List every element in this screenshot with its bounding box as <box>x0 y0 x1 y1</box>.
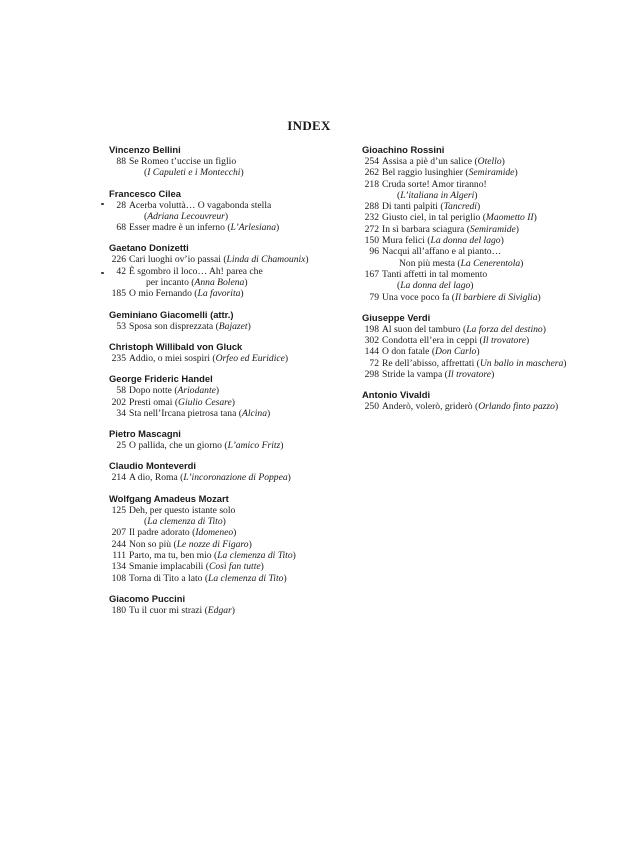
entry-line: 250 Anderò, volerò, griderò (Orlando finto pazzo) <box>362 401 602 412</box>
opera-title: L’incoronazione di Poppea <box>183 472 288 484</box>
composer-group <box>109 144 359 179</box>
composer-name: Gaetano Donizetti <box>109 242 189 254</box>
composer-name: Geminiano Giacomelli (attr.) <box>109 308 234 320</box>
page-number: 302 <box>364 335 379 347</box>
page-number: 262 <box>364 167 379 179</box>
aria-title: In sì barbara sciagura <box>382 223 467 235</box>
entry-line: per incanto (Anna Bolena) <box>146 277 248 289</box>
entry-line: 202 Presti omai (Giulio Cesare) <box>109 397 359 408</box>
composer-name: Antonio Vivaldi <box>362 389 431 401</box>
index-entry <box>109 385 359 396</box>
entry-line: 53 Sposa son disprezzata (Bajazet) <box>109 321 359 332</box>
composer-name: Christoph Willibald von Gluck <box>109 340 243 352</box>
index-entry <box>362 358 602 369</box>
index-entry <box>109 397 359 408</box>
page-number: 180 <box>111 604 126 616</box>
page-number: 288 <box>364 201 379 213</box>
composer-group <box>362 389 602 412</box>
page-number: 144 <box>364 346 379 358</box>
page-number: 28 <box>116 199 126 211</box>
composer-group <box>109 460 359 483</box>
index-entry <box>109 573 359 584</box>
composer-group <box>109 242 359 299</box>
opera-title: Don Carlo <box>435 346 477 358</box>
entry-line: Non più mesta (La Cenerentola) <box>399 257 524 269</box>
opera-title: La donna del lago <box>400 280 471 292</box>
opera-title: La donna del lago <box>430 235 501 247</box>
index-entry <box>362 201 602 212</box>
page-number: 111 <box>112 549 126 561</box>
composer-group <box>109 373 359 419</box>
index-entry <box>109 561 359 572</box>
entry-line: 232 Giusto ciel, in tal periglio (Maometto II) <box>362 212 602 223</box>
composer-group <box>109 593 359 616</box>
composer-group <box>109 188 359 234</box>
entry-line: 144 O don fatale (Don Carlo) <box>362 346 602 357</box>
entry-line: (La clemenza di Tito) <box>144 516 226 528</box>
composer-group <box>362 312 602 380</box>
page-number: 235 <box>111 352 126 364</box>
entry-line: 214 A dio, Roma (L’incoronazione di Poppea) <box>109 472 359 483</box>
entry-line: 111 Parto, ma tu, ben mio (La clemenza di Tito) <box>109 550 359 561</box>
entry-line: 302 Condotta ell’era in ceppi (Il trovatore) <box>362 335 602 346</box>
page-number: 42 <box>116 265 126 277</box>
index-entry <box>362 292 602 303</box>
entry-line <box>109 156 359 167</box>
page-number: 150 <box>364 235 379 247</box>
opera-title: Idomeneo <box>195 527 234 539</box>
aria-title: O don fatale <box>382 346 432 358</box>
page-number: 232 <box>364 212 379 224</box>
index-entry <box>362 156 602 167</box>
opera-title: I Capuleti e i Montecchi <box>147 167 241 179</box>
entry-line: (L’italiana in Algeri) <box>397 189 478 201</box>
entry-line: 134 Smanie implacabili (Così fan tutte) <box>109 561 359 572</box>
opera-title: La forza del destino <box>466 323 543 335</box>
index-entry <box>109 505 359 528</box>
index-entry <box>109 200 359 223</box>
page-number: 68 <box>116 222 126 234</box>
opera-title: Alcina <box>241 407 267 419</box>
opera-title: La Cenerentola <box>460 257 521 269</box>
aria-title: Esser madre è un inferno <box>129 222 228 234</box>
page-number: 79 <box>369 291 379 303</box>
entry-line: 272 In sì barbara sciagura (Semiramide) <box>362 224 602 235</box>
aria-title: È sgombro il loco… Ah! parea che <box>129 265 263 277</box>
index-entry <box>109 408 359 419</box>
index-entry <box>109 472 359 483</box>
aria-title: Non so più <box>129 538 174 550</box>
entry-line: 254 Assisa a piè d’un salice (Otello) <box>362 156 602 167</box>
index-entry <box>362 324 602 335</box>
aria-title: Bel raggio lusinghier <box>382 167 466 179</box>
opera-title: L’italiana in Algeri <box>400 189 475 201</box>
aria-title: A dio, Roma <box>129 472 181 484</box>
entry-line: 25 O pallida, che un giorno (L’amico Fritz) <box>109 440 359 451</box>
index-entry <box>109 605 359 616</box>
index-entry <box>362 335 602 346</box>
entry-line: 79 Una voce poco fa (Il barbiere di Siviglia) <box>362 292 602 303</box>
composer-name: Francesco Cilea <box>109 187 181 199</box>
page-number: 250 <box>364 401 379 413</box>
opera-title: Il trovatore <box>482 335 526 347</box>
aria-title: Tanti affetti in tal momento <box>382 268 488 280</box>
index-entry <box>109 440 359 451</box>
composer-name: Gioachino Rossini <box>362 144 445 155</box>
entry-line <box>362 179 602 190</box>
composer-name: Vincenzo Bellini <box>109 144 181 155</box>
index-entry <box>109 550 359 561</box>
page-number: 198 <box>364 323 379 335</box>
entry-line: 298 Stride la vampa (Il trovatore) <box>362 369 602 380</box>
opera-title: La favorita <box>197 288 241 300</box>
aria-title: Dopo notte <box>129 385 175 397</box>
opera-title: Semiramide <box>469 223 516 235</box>
aria-title: Nacqui all’affano e al pianto… <box>382 246 502 258</box>
page-number: 214 <box>111 472 126 484</box>
page-number: 185 <box>111 288 126 300</box>
aria-title: Re dell’abisso, affrettati <box>382 357 477 369</box>
opera-title: Semiramide <box>468 167 515 179</box>
index-entry <box>362 401 602 412</box>
composer-group <box>362 144 602 303</box>
page-number: 58 <box>116 385 126 397</box>
entry-line <box>109 200 359 211</box>
index-column-right <box>362 144 602 422</box>
aria-title: Presti omai <box>129 396 175 408</box>
opera-title: Maometto II <box>485 212 534 224</box>
page-number: 244 <box>111 538 126 550</box>
opera-title: La clemenza di Tito <box>147 516 223 528</box>
page-number: 254 <box>364 156 379 167</box>
composer-name: Claudio Monteverdi <box>109 460 196 472</box>
entry-line: 72 Re dell’abisso, affrettati (Un ballo in maschera) <box>362 358 602 369</box>
entry-line: 235 Addio, o miei sospiri (Orfeo ed Euridice) <box>109 353 359 364</box>
index-entry <box>109 266 359 289</box>
index-entry <box>362 246 602 269</box>
entry-line <box>362 269 602 280</box>
aria-title: Smanie implacabili <box>129 561 206 573</box>
index-entry <box>362 179 602 202</box>
aria-title: Cruda sorte! Amor tiranno! <box>382 178 487 190</box>
index-entry <box>362 346 602 357</box>
entry-line: 226 Cari luoghi ov’io passai (Linda di Chamounix) <box>109 254 359 265</box>
aria-title: Parto, ma tu, ben mio <box>129 549 214 561</box>
opera-title: Otello <box>477 156 502 167</box>
composer-name: Wolfgang Amadeus Mozart <box>109 492 229 504</box>
page-number: 96 <box>369 246 379 258</box>
entry-line <box>109 266 359 277</box>
entry-line <box>362 246 602 257</box>
index-entry <box>109 539 359 550</box>
page-number: 125 <box>111 504 126 516</box>
opera-title: La clemenza di Tito <box>208 572 284 584</box>
composer-name: Giuseppe Verdi <box>362 311 431 323</box>
composer-group <box>109 309 359 332</box>
index-entry <box>109 222 359 233</box>
entry-line: 180 Tu il cuor mi strazi (Edgar) <box>109 605 359 616</box>
aria-title: Cari luoghi ov’io passai <box>129 254 224 266</box>
index-entry <box>109 254 359 265</box>
entry-line: 288 Di tanti palpiti (Tancredi) <box>362 201 602 212</box>
aria-title: Assisa a piè d’un salice <box>382 156 475 167</box>
opera-title: Edgar <box>207 604 232 616</box>
index-column-left <box>109 144 359 625</box>
page-number: 88 <box>116 156 126 167</box>
page-number: 72 <box>369 357 379 369</box>
index-entry <box>109 288 359 299</box>
opera-title: Un ballo in maschera <box>479 357 564 369</box>
index-entry <box>362 269 602 292</box>
entry-line: 262 Bel raggio lusinghier (Semiramide) <box>362 167 602 178</box>
opera-title: Il trovatore <box>447 369 492 381</box>
aria-title: Se Romeo t’uccise un figlio <box>129 156 237 167</box>
entry-line: 34 Sta nell’Ircana pietrosa tana (Alcina) <box>109 408 359 419</box>
aria-title: Condotta ell’era in ceppi <box>382 335 480 347</box>
aria-title: O pallida, che un giorno <box>129 440 225 452</box>
entry-line: 108 Torna di Tito a lato (La clemenza di Tito) <box>109 573 359 584</box>
page-number: 108 <box>111 572 126 584</box>
aria-title: Non più mesta <box>399 257 458 269</box>
index-entry <box>109 321 359 332</box>
aria-title: O mio Fernando <box>129 288 195 300</box>
page-number: 207 <box>111 527 126 539</box>
entry-line: 185 O mio Fernando (La favorita) <box>109 288 359 299</box>
page-number: 272 <box>364 223 379 235</box>
aria-title: per incanto <box>146 277 192 289</box>
page-number: 34 <box>116 407 126 419</box>
opera-title: Giulio Cesare <box>178 396 232 408</box>
index-entry <box>362 224 602 235</box>
aria-title: Una voce poco fa <box>382 291 452 303</box>
aria-title: Stride la vampa <box>382 369 445 381</box>
entry-line: (I Capuleti e i Montecchi) <box>144 167 244 179</box>
composer-name: George Frideric Handel <box>109 373 213 385</box>
page-number: 134 <box>111 561 126 573</box>
opera-title: Le nozze di Figaro <box>176 538 249 550</box>
page-number: 226 <box>111 254 126 266</box>
aria-title: Torna di Tito a lato <box>129 572 205 584</box>
composer-name: Pietro Mascagni <box>109 428 181 440</box>
aria-title: Tu il cuor mi strazi <box>129 604 205 616</box>
opera-title: L’amico Fritz <box>227 440 281 452</box>
opera-title: La clemenza di Tito <box>217 549 293 561</box>
page-number: 53 <box>116 320 126 332</box>
index-entry <box>109 156 359 179</box>
page-number: 218 <box>364 178 379 190</box>
aria-title: Mura felici <box>382 235 428 247</box>
opera-title: Ariodante <box>177 385 216 397</box>
index-entry <box>362 369 602 380</box>
aria-title: Acerba voluttà… O vagabonda stella <box>129 199 272 211</box>
opera-title: Orlando finto pazzo <box>478 401 555 413</box>
composer-group <box>109 428 359 451</box>
opera-title: Il barbiere di Siviglia <box>455 291 538 303</box>
page-title: INDEX <box>287 118 331 133</box>
index-entry <box>362 212 602 223</box>
opera-title: Orfeo ed Euridice <box>215 352 285 364</box>
composer-group <box>109 493 359 584</box>
opera-title: Anna Bolena <box>194 277 245 289</box>
page-number: 202 <box>111 396 126 408</box>
page-number: 25 <box>116 440 126 452</box>
page-number: 298 <box>364 369 379 381</box>
entry-line: 198 Al suon del tamburo (La forza del destino) <box>362 324 602 335</box>
entry-line: 150 Mura felici (La donna del lago) <box>362 235 602 246</box>
aria-title: Anderò, volerò, griderò <box>382 401 475 413</box>
aria-title: Giusto ciel, in tal periglio <box>382 212 483 224</box>
index-entry <box>109 353 359 364</box>
aria-title: Deh, per questo istante solo <box>129 504 236 516</box>
entry-line: 58 Dopo notte (Ariodante) <box>109 385 359 396</box>
index-entry <box>362 167 602 178</box>
entry-line: (La donna del lago) <box>397 280 474 292</box>
index-entry <box>109 527 359 538</box>
opera-title: Tancredi <box>443 201 477 213</box>
entry-line: 244 Non so più (Le nozze di Figaro) <box>109 539 359 550</box>
aria-title: Sta nell’Ircana pietrosa tana <box>129 407 239 419</box>
margin-mark <box>101 203 104 205</box>
entry-line: 68 Esser madre è un inferno (L’Arlesiana) <box>109 222 359 233</box>
aria-title: Di tanti palpiti <box>382 201 441 213</box>
page-number: 167 <box>364 268 379 280</box>
opera-title: L’Arlesiana <box>230 222 276 234</box>
opera-title: Adriana Lecouvreur <box>147 210 225 222</box>
aria-title: Sposa son disprezzata <box>129 320 216 332</box>
entry-line <box>109 505 359 516</box>
opera-title: Così fan tutte <box>208 561 261 573</box>
entry-line: 207 Il padre adorato (Idomeneo) <box>109 527 359 538</box>
opera-title: Linda di Chamounix <box>226 254 306 266</box>
opera-title: Bajazet <box>218 320 248 332</box>
composer-name: Giacomo Puccini <box>109 592 186 604</box>
entry-line: (Adriana Lecouvreur) <box>144 210 229 222</box>
index-entry <box>362 235 602 246</box>
aria-title: Il padre adorato <box>129 527 193 539</box>
aria-title: Addio, o miei sospiri <box>129 352 213 364</box>
composer-group <box>109 341 359 364</box>
margin-mark <box>101 272 104 274</box>
aria-title: Al suon del tamburo <box>382 323 464 335</box>
